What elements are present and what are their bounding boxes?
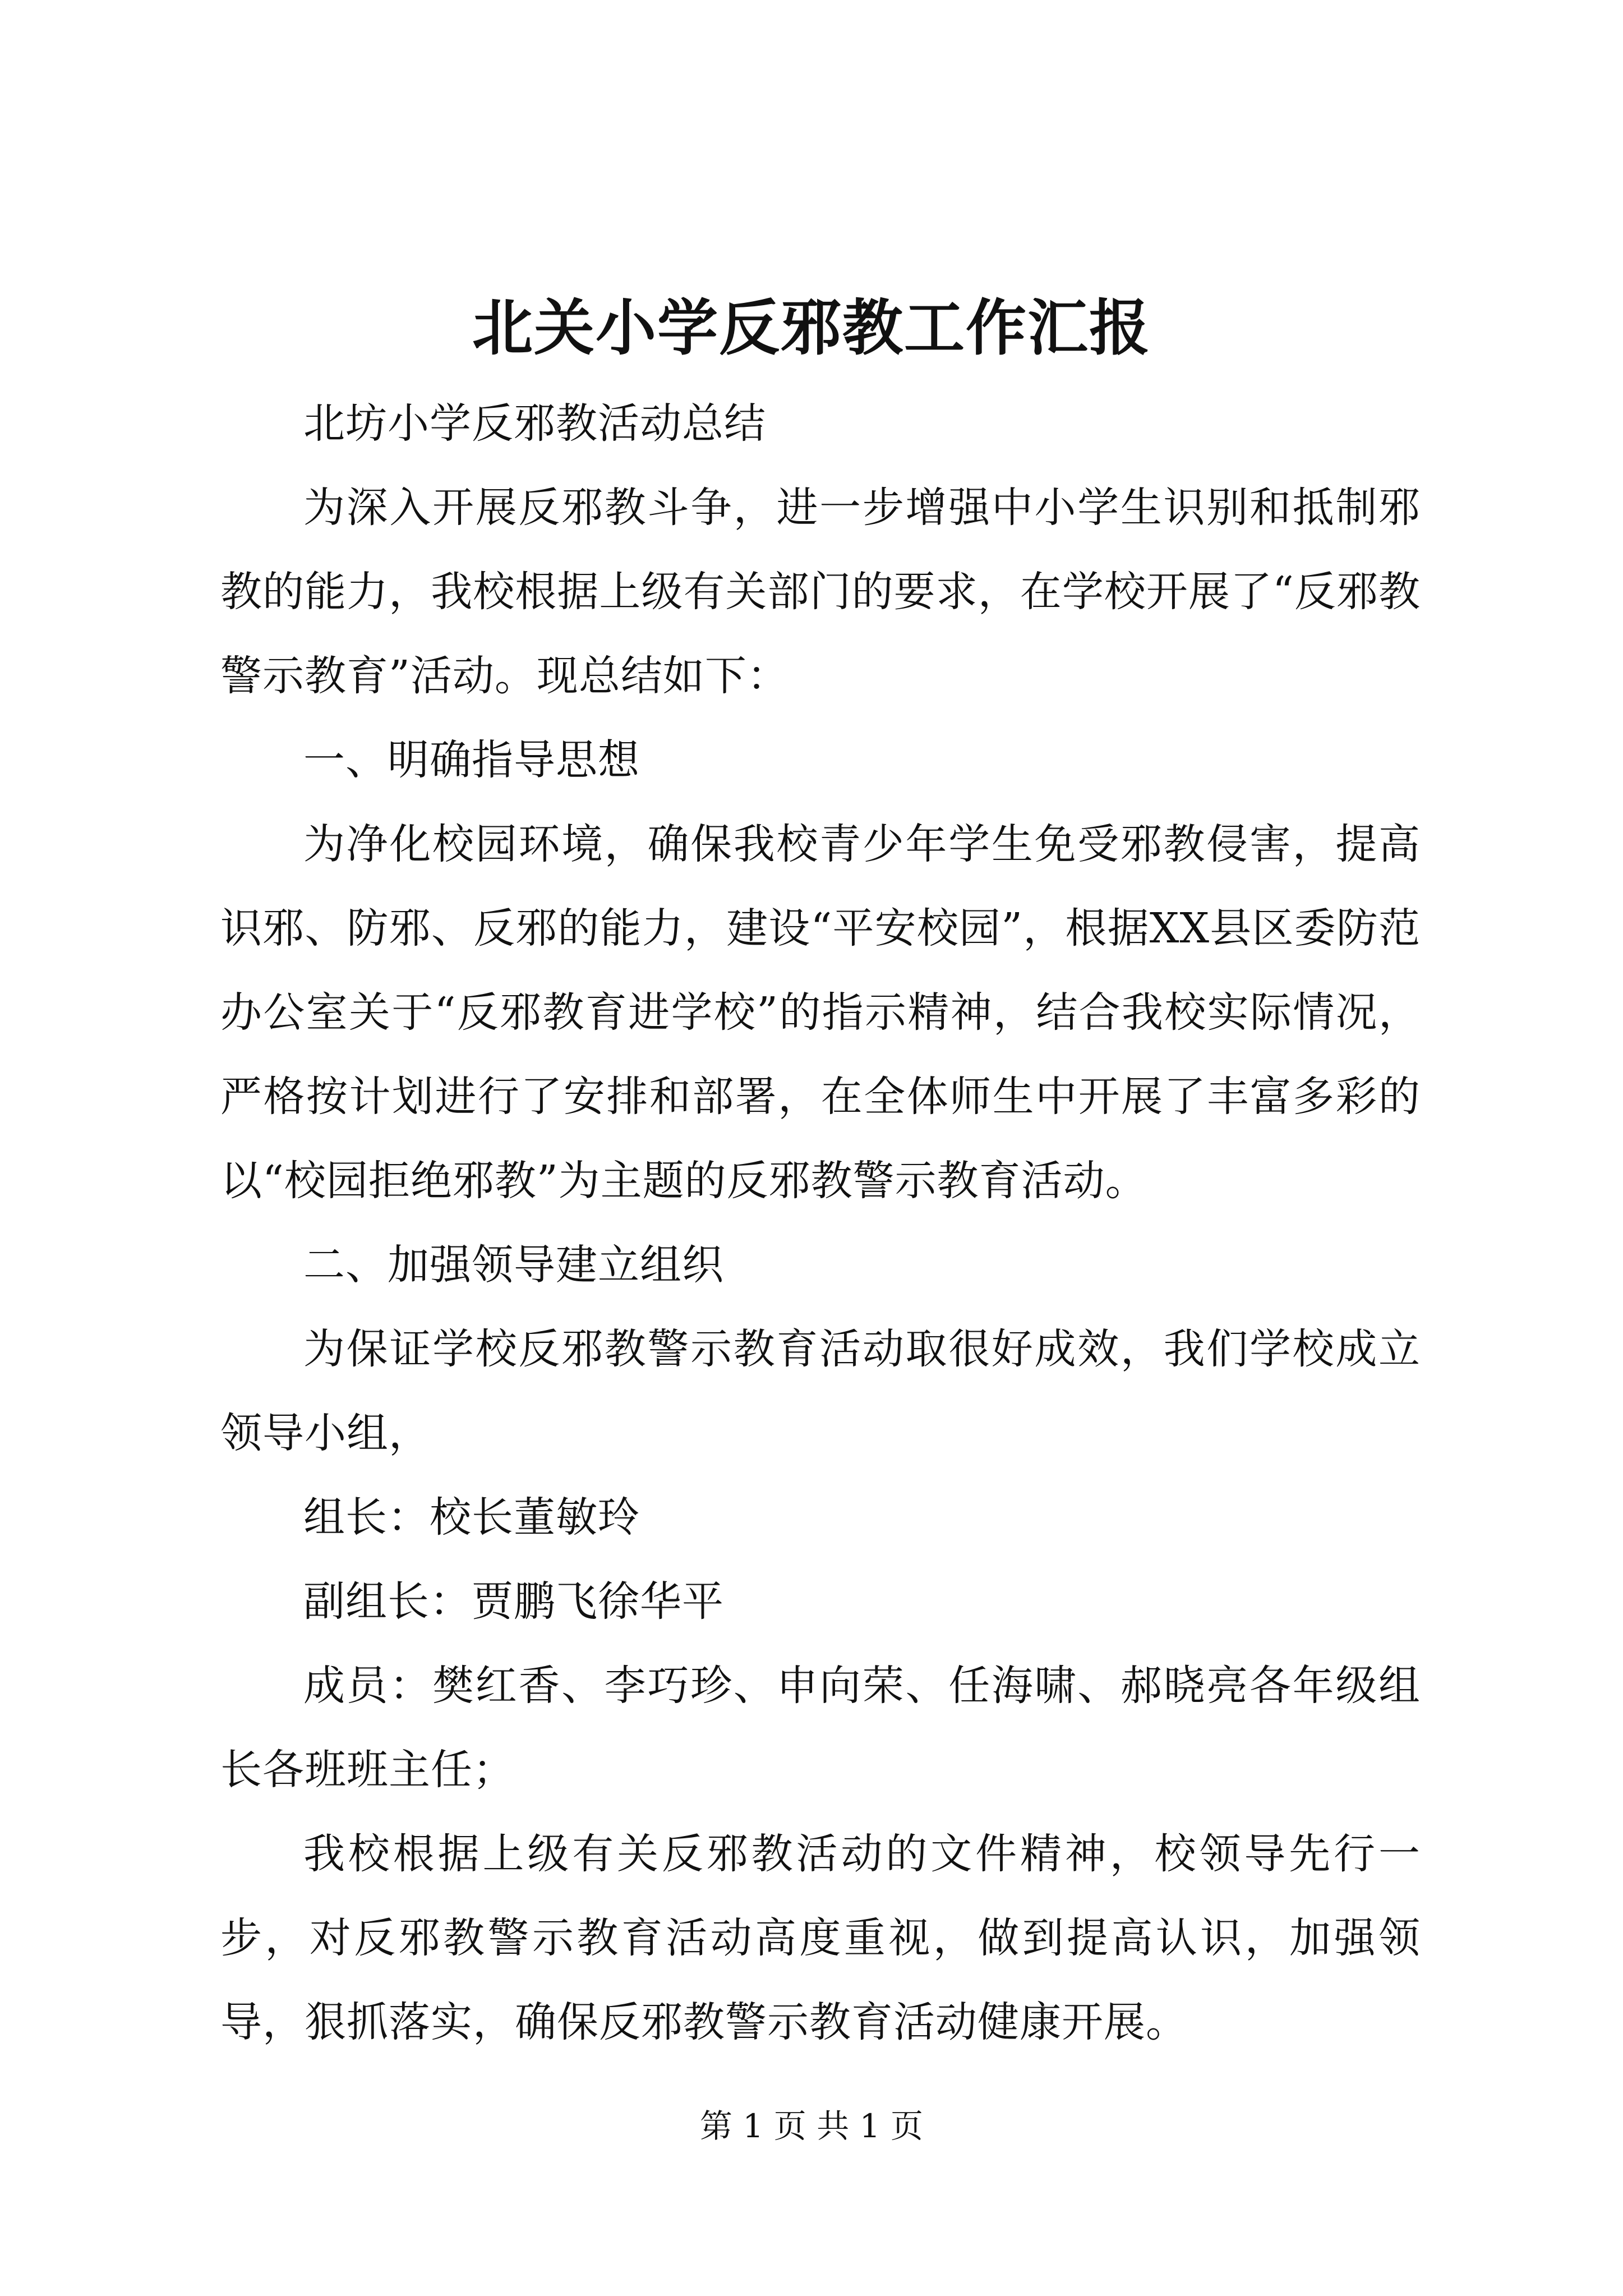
closing-paragraph: 我校根据上级有关反邪教活动的文件精神，校领导先行一步，对反邪教警示教育活动高度重视，做到提高认识，加强领导，狠抓落实，确保反邪教警示教育活动健康开展。 — [220, 1830, 1421, 2046]
document-body — [220, 381, 1421, 2064]
subtitle-paragraph: 北坊小学反邪教活动总结 — [303, 399, 766, 448]
section-1-paragraph: 为净化校园环境，确保我校青少年学生免受邪教侵害，提高识邪、防邪、反邪的能力，建设“平安校园”，根据XX县区委防范办公室关于“反邪教育进学校”的指示精神，结合我校实际情况，严格按计划进行了安排和部署，在全体师生中开展了丰富多彩的以“校园拒绝邪教”为主题的反邪教警示教育活动。 — [220, 820, 1421, 1205]
section-heading-2: 二、加强领导建立组织 — [303, 1241, 724, 1289]
members-line: 成员：樊红香、李巧珍、申向荣、任海啸、郝晓亮各年级组长各班班主任； — [220, 1662, 1421, 1794]
section-2-paragraph: 为保证学校反邪教警示教育活动取很好成效，我们学校成立领导小组， — [220, 1325, 1421, 1457]
leader-line: 组长：校长董敏玲 — [303, 1493, 640, 1542]
document-title: 北关小学反邪教工作汇报 — [472, 293, 1151, 364]
page-footer: 第 1 页 共 1 页 — [700, 2107, 923, 2145]
deputy-leader-line: 副组长：贾鹏飞徐华平 — [303, 1577, 724, 1626]
section-heading-1: 一、明确指导思想 — [303, 736, 640, 784]
intro-paragraph: 为深入开展反邪教斗争，进一步增强中小学生识别和抵制邪教的能力，我校根据上级有关部门的要求，在学校开展了“反邪教警示教育”活动。现总结如下： — [220, 484, 1421, 700]
